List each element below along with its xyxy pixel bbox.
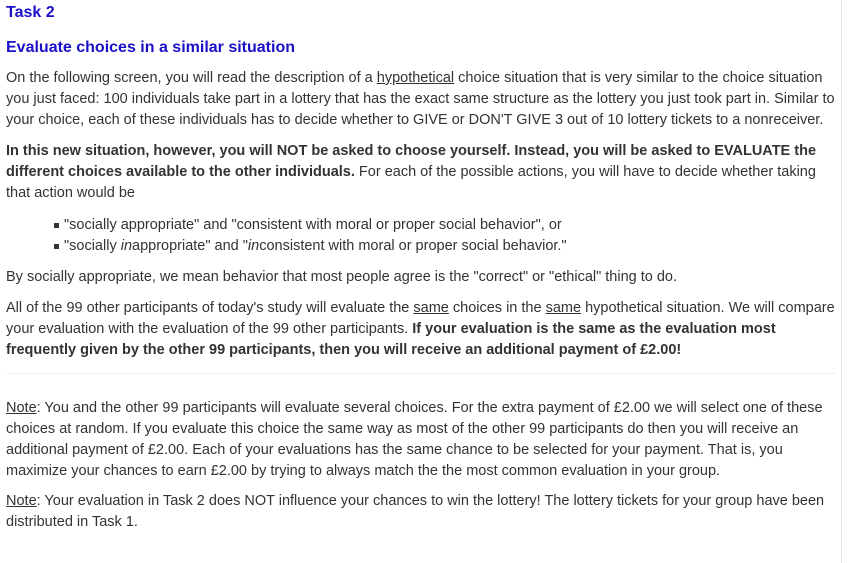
comparison-same-1: same <box>413 300 449 316</box>
option-socially-inappropriate <box>64 236 835 257</box>
option-socially-appropriate <box>64 215 835 236</box>
definition-paragraph: By socially appropriate, we mean behavior that most people agree is the "correct" or "ethical" thing to do. <box>6 269 678 285</box>
note-paragraph-1 <box>6 398 835 482</box>
evaluation-options-list <box>6 215 835 257</box>
note-1-label: Note <box>6 400 37 416</box>
section-title: Evaluate choices in a similar situation <box>6 39 295 56</box>
intro-text-2: choice situation that is very similar to the choice situation you just faced: 100 individuals take part in a lottery that has the exact same structure as the lottery you just took part in. Similar to your choice, each of these individuals has to decide whether to GIVE or DON'T GIVE 3 out of 10 lottery tickets to a nonreceiver. <box>6 70 835 128</box>
note-paragraph-2 <box>6 491 835 533</box>
comparison-same-2: same <box>545 300 582 316</box>
comparison-bold: If your evaluation is the same as the evaluation most frequently given by the other 99 participants, then you will receive an additional payment of £2.00! <box>6 321 776 358</box>
instruction-bold: In this new situation, however, you will NOT be asked to choose yourself. Instead, you will be asked to EVALUATE the different choices available to the other individuals. <box>6 143 817 180</box>
note-2-text: : Your evaluation in Task 2 does NOT influence your chances to win the lottery! The lottery tickets for your group have been distributed in Task 1. <box>6 493 825 530</box>
intro-hypothetical: hypothetical <box>376 70 455 86</box>
instruction-paragraph <box>6 141 835 204</box>
option-2-text-c: appropriate" and " <box>132 238 248 254</box>
note-2-label: Note <box>6 493 37 509</box>
comparison-text-3: hypothetical situation. We will compare your evaluation with the evaluation of the 99 other participants. <box>6 300 835 337</box>
intro-paragraph <box>6 68 835 131</box>
intro-text-1: On the following screen, you will read the description of a <box>6 70 377 86</box>
option-2-in-2: in <box>247 238 260 254</box>
instruction-rest: For each of the possible actions, you will have to decide whether taking that action would be <box>6 164 816 201</box>
divider <box>6 373 835 374</box>
option-2-text-e: consistent with moral or proper social behavior." <box>259 238 567 254</box>
option-2-text-a: "socially <box>64 238 121 254</box>
note-1-text: : You and the other 99 participants will evaluate several choices. For the extra payment of £2.00 we will select one of these choices at random. If you evaluate this choice the same way as most of the other 99 participants do then you will receive an additional payment of £2.00. Each of your evaluations has the same chance to be selected for your payment. That is, you maximize your chances to earn £2.00 by trying to always match the the most common evaluation in your group. <box>6 400 823 479</box>
option-2-in-1: in <box>120 238 133 254</box>
option-1-text: "socially appropriate" and "consistent with moral or proper social behavior", or <box>64 217 562 233</box>
comparison-text-2: choices in the <box>448 300 546 316</box>
comparison-paragraph <box>6 298 835 361</box>
comparison-text-1: All of the 99 other participants of today's study will evaluate the <box>6 300 414 316</box>
task-title: Task 2 <box>6 4 55 21</box>
